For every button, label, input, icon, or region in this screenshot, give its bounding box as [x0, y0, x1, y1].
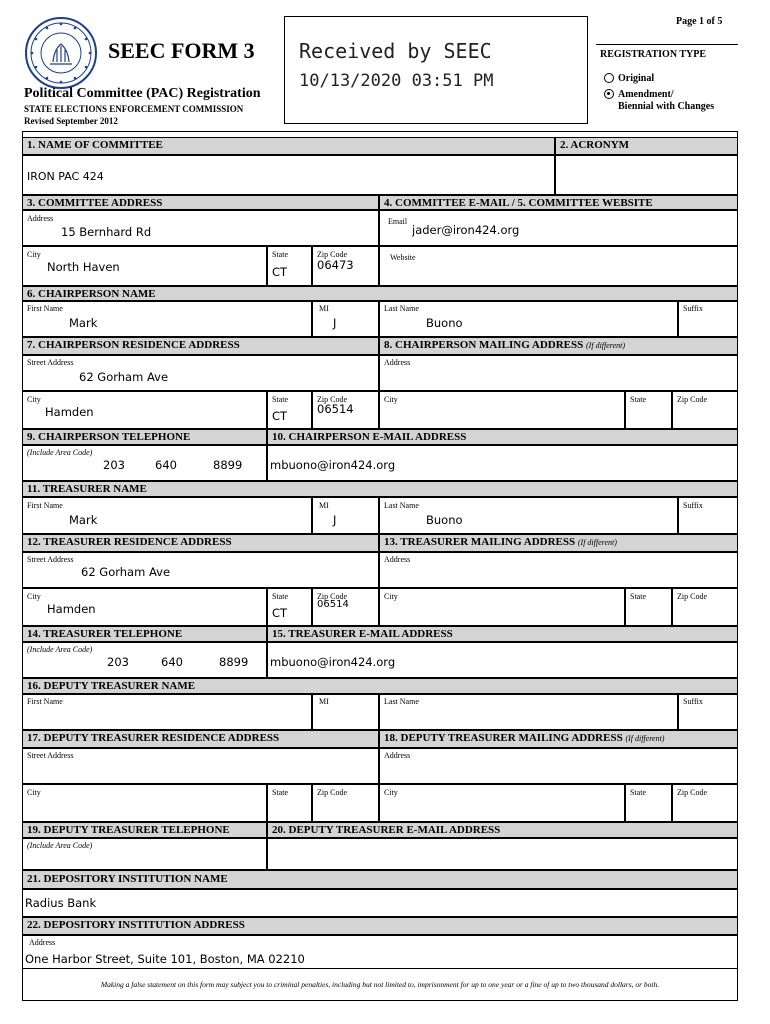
deputy-suffix-field[interactable]	[678, 694, 738, 730]
suffix-label: Suffix	[683, 304, 703, 313]
treasurer-email-field[interactable]	[267, 642, 738, 678]
mailing-address-label: Address	[384, 358, 411, 367]
deputy-mailing-zip-field[interactable]	[672, 784, 738, 822]
treasurer-phone-prefix: 640	[161, 655, 183, 669]
committee-website-field[interactable]	[379, 246, 738, 286]
section-22-header: 22. DEPOSITORY INSTITUTION ADDRESS	[22, 917, 738, 935]
treasurer-zip-value: 06514	[317, 599, 349, 610]
agency-name: STATE ELECTIONS ENFORCEMENT COMMISSION	[24, 104, 244, 114]
chair-telephone-field[interactable]	[22, 445, 267, 481]
chair-state-value: CT	[272, 409, 288, 423]
city-label: City	[27, 788, 41, 797]
state-label: State	[630, 395, 646, 404]
section-6-header: 6. CHAIRPERSON NAME	[22, 286, 738, 301]
revised-date: Revised September 2012	[24, 116, 118, 126]
deputy-first-name-field[interactable]	[22, 694, 312, 730]
page-number: Page 1 of 5	[676, 16, 723, 27]
treasurer-telephone-field[interactable]	[22, 642, 267, 678]
chair-phone-line: 8899	[213, 458, 243, 472]
state-label: State	[272, 592, 288, 601]
zip-label: Zip Code	[317, 395, 347, 404]
chair-mi-field[interactable]	[312, 301, 379, 337]
committee-city-value: North Haven	[47, 260, 120, 274]
state-label: State	[272, 250, 288, 259]
radio-amendment-sublabel: Biennial with Changes	[618, 101, 715, 112]
treasurer-street-value: 62 Gorham Ave	[81, 565, 171, 579]
section-4-header: 4. COMMITTEE E-MAIL / 5. COMMITTEE WEBSITE	[379, 195, 738, 210]
section-18-label: 18. DEPUTY TREASURER MAILING ADDRESS	[384, 732, 623, 744]
mailing-address-label: Address	[384, 555, 411, 564]
zip-label: Zip Code	[677, 395, 707, 404]
treasurer-mailing-zip-field[interactable]	[672, 588, 738, 626]
chair-email-field[interactable]	[267, 445, 738, 481]
section-20-header: 20. DEPUTY TREASURER E-MAIL ADDRESS	[267, 822, 738, 838]
city-label: City	[384, 788, 398, 797]
first-name-label: First Name	[27, 697, 63, 706]
registration-type-title: REGISTRATION TYPE	[600, 49, 707, 60]
deputy-mi-field[interactable]	[312, 694, 379, 730]
treasurer-city-value: Hamden	[47, 602, 96, 616]
section-1-header: 1. NAME OF COMMITTEE	[22, 137, 555, 155]
section-8-label: 8. CHAIRPERSON MAILING ADDRESS	[384, 339, 584, 351]
city-label: City	[27, 395, 41, 404]
section-11-header: 11. TREASURER NAME	[22, 481, 738, 497]
section-7-header: 7. CHAIRPERSON RESIDENCE ADDRESS	[22, 337, 379, 355]
include-area-code-note: (Include Area Code)	[27, 841, 93, 850]
acronym-field[interactable]	[555, 155, 738, 195]
committee-state-field[interactable]	[267, 246, 312, 286]
treasurer-first-name-field[interactable]	[22, 497, 312, 534]
state-label: State	[630, 788, 646, 797]
city-label: City	[27, 250, 41, 259]
address-label: Address	[27, 214, 54, 223]
state-seal-logo	[24, 16, 98, 90]
zip-label: Zip Code	[677, 788, 707, 797]
chair-mi-value: J	[333, 316, 337, 330]
committee-city-field[interactable]	[22, 246, 267, 286]
committee-address-value: 15 Bernhard Rd	[61, 225, 152, 239]
section-13-label: 13. TREASURER MAILING ADDRESS	[384, 536, 576, 548]
deputy-city-field[interactable]	[22, 784, 267, 822]
committee-email-value: jader@iron424.org	[412, 223, 520, 237]
treasurer-mailing-address-field[interactable]	[379, 552, 738, 588]
treasurer-mailing-state-field[interactable]	[625, 588, 672, 626]
deputy-email-field[interactable]	[267, 838, 738, 870]
chair-street-field[interactable]	[22, 355, 379, 391]
depository-address-value: One Harbor Street, Suite 101, Boston, MA 02210	[25, 952, 305, 966]
deputy-street-field[interactable]	[22, 748, 379, 784]
city-label: City	[384, 395, 398, 404]
deputy-state-field[interactable]	[267, 784, 312, 822]
section-9-header: 9. CHAIRPERSON TELEPHONE	[22, 429, 267, 445]
address-label: Address	[29, 938, 56, 947]
chair-mailing-city-field[interactable]	[379, 391, 625, 429]
treasurer-street-field[interactable]	[22, 552, 379, 588]
false-statement-warning: Making a false statement on this form may subject you to criminal penalties, including but not limited to, imprisonment for up to one year or a fine of up to two thousand dollars, or both.	[100, 980, 660, 989]
city-label: City	[27, 592, 41, 601]
deputy-zip-field[interactable]	[312, 784, 379, 822]
stamp-received: Received by SEEC	[299, 39, 492, 63]
treasurer-first-name-value: Mark	[69, 513, 98, 527]
form-title: SEEC FORM 3	[108, 38, 255, 63]
chair-mailing-address-field[interactable]	[379, 355, 738, 391]
zip-label: Zip Code	[317, 592, 347, 601]
radio-original-circle	[604, 73, 614, 83]
include-area-code-note: (Include Area Code)	[27, 645, 93, 654]
deputy-mailing-city-field[interactable]	[379, 784, 625, 822]
last-name-label: Last Name	[384, 304, 419, 313]
chair-last-name-value: Buono	[426, 316, 463, 330]
state-label: State	[272, 788, 288, 797]
chair-city-value: Hamden	[45, 405, 94, 419]
treasurer-zip-field[interactable]	[312, 588, 379, 626]
treasurer-mailing-city-field[interactable]	[379, 588, 625, 626]
radio-amendment-circle	[604, 89, 614, 99]
mailing-address-label: Address	[384, 751, 411, 760]
deputy-last-name-field[interactable]	[379, 694, 678, 730]
suffix-label: Suffix	[683, 501, 703, 510]
section-8-note: (If different)	[586, 341, 626, 350]
mi-label: MI	[319, 304, 329, 313]
treasurer-last-name-value: Buono	[426, 513, 463, 527]
committee-address-field[interactable]	[22, 210, 379, 246]
treasurer-email-value: mbuono@iron424.org	[270, 655, 396, 669]
include-area-code-note: (Include Area Code)	[27, 448, 93, 457]
mi-label: MI	[319, 501, 329, 510]
section-12-header: 12. TREASURER RESIDENCE ADDRESS	[22, 534, 379, 552]
website-label: Website	[390, 253, 416, 262]
chair-mailing-zip-field[interactable]	[672, 391, 738, 429]
chair-suffix-field[interactable]	[678, 301, 738, 337]
chair-first-name-value: Mark	[69, 316, 98, 330]
committee-email-field[interactable]	[379, 210, 738, 246]
zip-label: Zip Code	[317, 250, 347, 259]
section-2-header: 2. ACRONYM	[555, 137, 738, 155]
treasurer-phone-line: 8899	[219, 655, 249, 669]
section-13-header	[379, 534, 738, 552]
zip-label: Zip Code	[317, 788, 347, 797]
received-stamp-box	[284, 16, 588, 124]
radio-selected-dot-icon	[607, 92, 610, 95]
treasurer-state-field[interactable]	[267, 588, 312, 626]
first-name-label: First Name	[27, 501, 63, 510]
chair-phone-area: 203	[103, 458, 125, 472]
deputy-mailing-address-field[interactable]	[379, 748, 738, 784]
chair-zip-field[interactable]	[312, 391, 379, 429]
deputy-mailing-state-field[interactable]	[625, 784, 672, 822]
chair-phone-prefix: 640	[155, 458, 177, 472]
section-3-header: 3. COMMITTEE ADDRESS	[22, 195, 379, 210]
section-21-header: 21. DEPOSITORY INSTITUTION NAME	[22, 870, 738, 889]
committee-state-value: CT	[272, 265, 288, 279]
treasurer-state-value: CT	[272, 606, 288, 620]
street-address-label: Street Address	[27, 358, 74, 367]
street-address-label: Street Address	[27, 555, 74, 564]
section-8-header	[379, 337, 738, 355]
zip-label: Zip Code	[677, 592, 707, 601]
section-15-header: 15. TREASURER E-MAIL ADDRESS	[267, 626, 738, 642]
depository-name-field[interactable]	[22, 889, 738, 917]
section-19-header: 19. DEPUTY TREASURER TELEPHONE	[22, 822, 267, 838]
suffix-label: Suffix	[683, 697, 703, 706]
depository-address-field[interactable]	[22, 935, 738, 969]
section-18-note: (If different)	[625, 734, 665, 743]
chair-last-name-field[interactable]	[379, 301, 678, 337]
radio-original-label: Original	[618, 72, 655, 84]
city-label: City	[384, 592, 398, 601]
treasurer-last-name-field[interactable]	[379, 497, 678, 534]
form-subtitle: Political Committee (PAC) Registration	[24, 86, 261, 101]
chair-zip-value: 06514	[317, 402, 354, 416]
committee-name-value: IRON PAC 424	[27, 170, 104, 183]
mi-label: MI	[319, 697, 329, 706]
treasurer-suffix-field[interactable]	[678, 497, 738, 534]
section-18-header	[379, 730, 738, 748]
registration-type-box	[596, 44, 738, 121]
section-14-header: 14. TREASURER TELEPHONE	[22, 626, 267, 642]
last-name-label: Last Name	[384, 501, 419, 510]
state-label: State	[630, 592, 646, 601]
section-17-header: 17. DEPUTY TREASURER RESIDENCE ADDRESS	[22, 730, 379, 748]
chair-email-value: mbuono@iron424.org	[270, 458, 396, 472]
chair-mailing-state-field[interactable]	[625, 391, 672, 429]
section-13-note: (If different)	[577, 538, 617, 547]
street-address-label: Street Address	[27, 751, 74, 760]
committee-zip-value: 06473	[317, 258, 354, 272]
stamp-datetime: 10/13/2020 03:51 PM	[299, 71, 494, 91]
radio-amendment-label: Amendment/	[618, 88, 674, 100]
section-16-header: 16. DEPUTY TREASURER NAME	[22, 678, 738, 694]
committee-name-field[interactable]	[22, 155, 555, 195]
committee-zip-field[interactable]	[312, 246, 379, 286]
deputy-telephone-field[interactable]	[22, 838, 267, 870]
chair-first-name-field[interactable]	[22, 301, 312, 337]
last-name-label: Last Name	[384, 697, 419, 706]
treasurer-city-field[interactable]	[22, 588, 267, 626]
treasurer-mi-field[interactable]	[312, 497, 379, 534]
first-name-label: First Name	[27, 304, 63, 313]
email-label: Email	[388, 217, 408, 226]
section-10-header: 10. CHAIRPERSON E-MAIL ADDRESS	[267, 429, 738, 445]
treasurer-phone-area: 203	[107, 655, 129, 669]
treasurer-mi-value: J	[333, 513, 337, 527]
chair-street-value: 62 Gorham Ave	[79, 370, 169, 384]
chair-city-field[interactable]	[22, 391, 267, 429]
depository-name-value: Radius Bank	[25, 896, 97, 910]
chair-state-field[interactable]	[267, 391, 312, 429]
state-label: State	[272, 395, 288, 404]
